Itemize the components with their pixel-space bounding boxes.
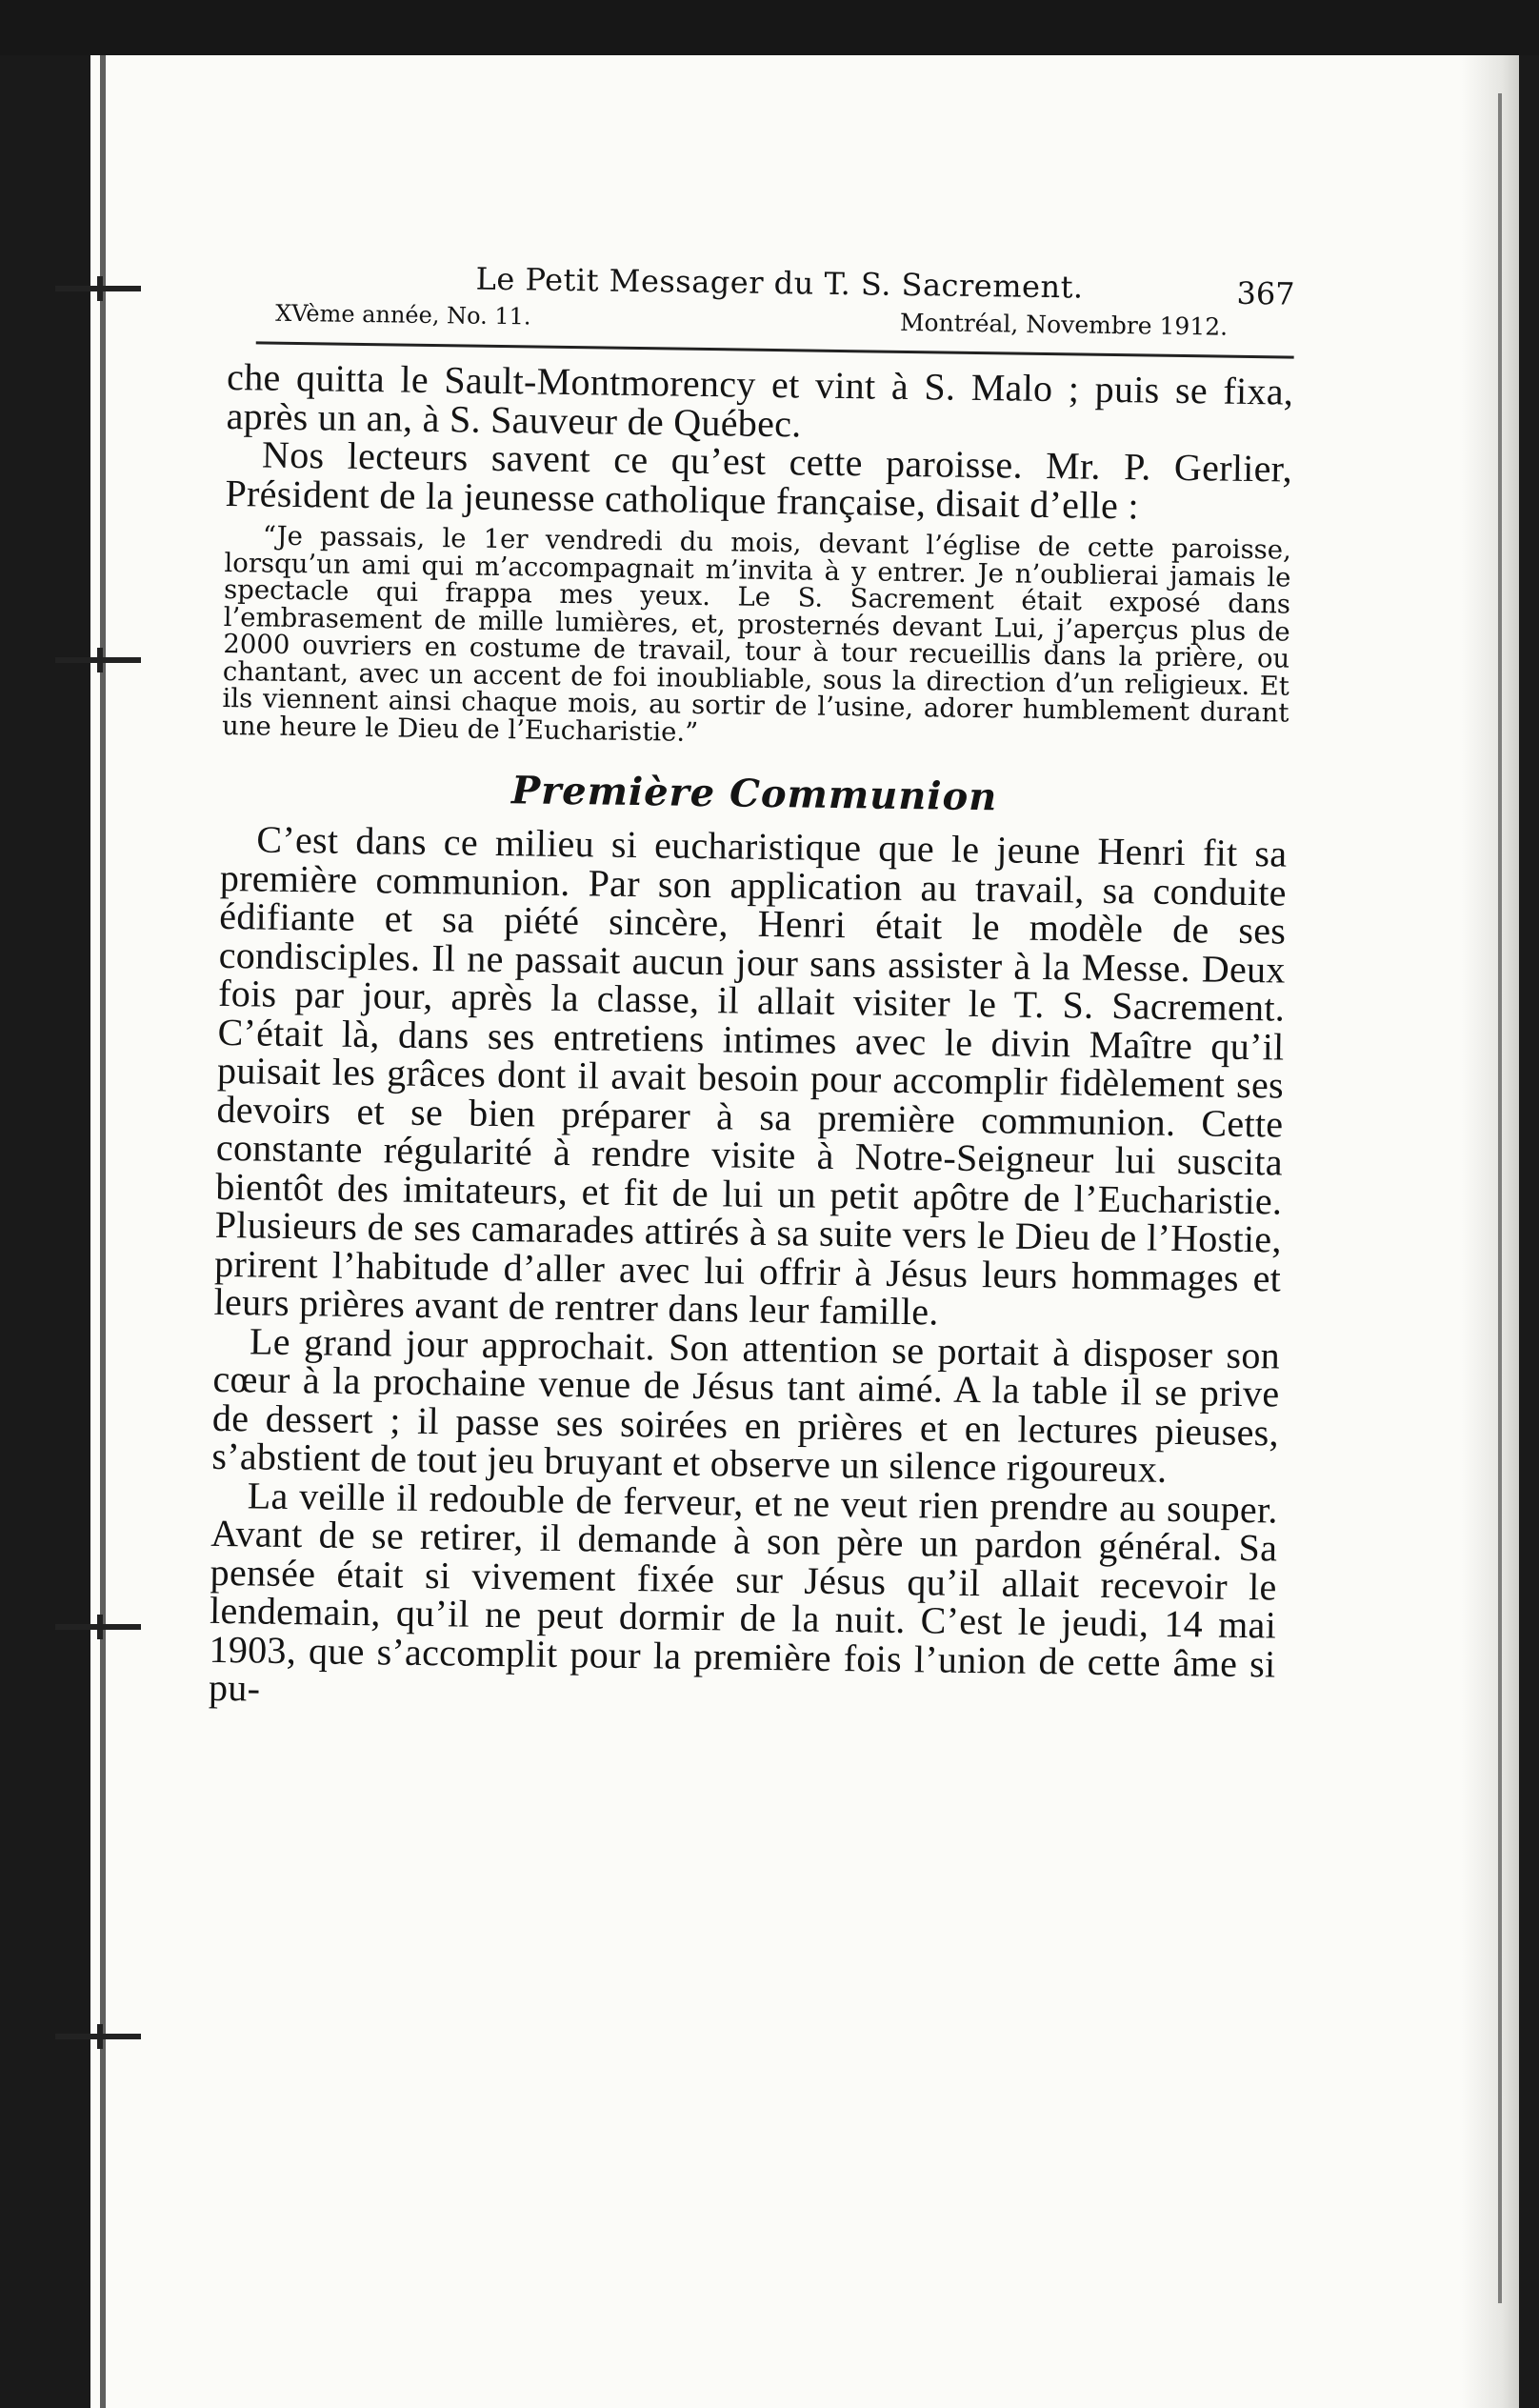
page-fold-shadow: [1462, 55, 1519, 2408]
paragraph: Le grand jour approchait. Son attention se portait à disposer son cœur à la prochaine venue de Jésus tant aimé. A la table il se prive de dessert ; il passe ses soirées en prières et en lectures pieuses, s’abstient de tout jeu bruyant et observe un silence rigoureux.: [211, 1318, 1281, 1491]
binding-line: [100, 55, 106, 2408]
binding-tab-mark: [55, 657, 141, 663]
page-number: 367: [1236, 274, 1295, 312]
scan-background-top: [0, 0, 1539, 55]
journal-title: Le Petit Messager du T. S. Sacrement.: [475, 260, 1084, 306]
page-edge-line: [1498, 93, 1502, 2303]
header-rule: [256, 341, 1294, 358]
section-heading: Première Communion: [510, 768, 998, 820]
issue-info: XVème année, No. 11.: [274, 299, 531, 331]
paragraph-continuation: che quitta le Sault-Montmorency et vint à S. Malo ; puis se fixa, après un an, à S. Sauveur de Québec.: [226, 354, 1294, 445]
binding-tab-mark: [55, 286, 141, 291]
running-header: [228, 257, 1295, 368]
binding-tab-mark: [55, 2034, 141, 2039]
binding-tab-mark: [55, 1624, 141, 1630]
paragraph: C’est dans ce milieu si eucharistique que le jeune Henri fit sa première communion. Par son application au travail, sa conduite édifiante et sa piété sincère, Henri était le modèle de ses condisciples. Il ne passait aucun jour sans assister à la Messe. Deux fois par jour, après la classe, il allait visiter le T. S. Sacrement. C’était là, dans ses entretiens intimes avec le divin Maître qu’il puisait les grâces dont il avait besoin pour accomplir fidèlement ses devoirs et se bien préparer à sa première communion. Cette constante régularité à rendre visite à Notre-Seigneur lui suscita bientôt des imitateurs, et fit de lui un petit apôtre de l’Eucharistie. Plusieurs de ses camarades attirés à sa suite vers le Dieu de l’Hostie, prirent l’habitude d’aller avec lui offrir à Jésus leurs hommages et leurs prières avant de rentrer dans leur famille.: [213, 817, 1288, 1334]
place-date: Montréal, Novembre 1912.: [899, 308, 1229, 341]
paragraph: La veille il redouble de ferveur, et ne veut rien prendre au souper. Avant de se retirer, il demande à son père un pardon général. Sa pensée était si vivement fixée sur Jésus qu’il allait recevoir le lendemain, qu’il ne peut dormir de la nuit. C’est le jeudi, 14 mai 1903, que s’accomplit pour la première fois l’union de cette âme si pu-: [208, 1473, 1279, 1710]
page-content: [209, 257, 1295, 1722]
block-quote: “Je passais, le 1er vendredi du mois, devant l’église de cette paroisse, lorsqu’un ami qui m’accompagnait m’invita à y entrer. Je n’oublierai jamais le spectacle qui frappa mes yeux. Le S. Sacrement était exposé dans l’embrasement de mille lumières, et, prosternés devant Lui, j’aperçus plus de 2000 ouvriers en costume de travail, tour à tour recueillis dans la prière, ou chantant, avec un accent de foi inoubliable, sous la direction d’un religieux. Et ils viennent ainsi chaque mois, au sortir de l’usine, adorer humblement durant une heure le Dieu de l’Eucharistie.”: [221, 520, 1292, 748]
paragraph-intro-quote: Nos lecteurs savent ce qu’est cette paroisse. Mr. P. Gerlier, Président de la jeunesse catholique française, disait d’elle :: [225, 432, 1293, 527]
